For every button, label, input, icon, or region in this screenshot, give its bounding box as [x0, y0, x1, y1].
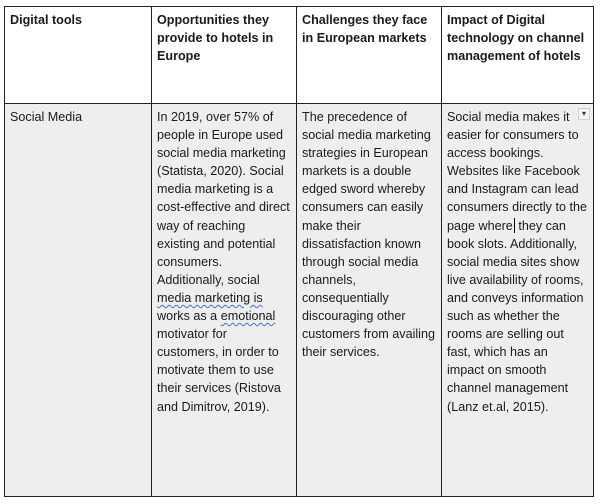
table-row [5, 104, 594, 497]
header-digital-tools[interactable]: Digital tools [5, 7, 152, 104]
header-challenges[interactable]: Challenges they face in European markets [297, 7, 442, 104]
table-header-row [5, 7, 594, 104]
cell-impact[interactable] [442, 104, 594, 497]
dropdown-arrow-icon[interactable]: ▾ [578, 108, 590, 120]
impact-text-end: they can book slots. Additionally, social media sites show live availability of rooms, and conveys information such as whether the rooms are selling out fast, which has an impact on smooth channel management (Lanz et.al, 2015). [447, 218, 584, 414]
opportunities-text-middle: works as a [157, 309, 221, 324]
header-opportunities[interactable]: Opportunities they provide to hotels in Europe [152, 7, 297, 104]
cell-opportunities[interactable] [152, 104, 297, 497]
grammar-flagged-text[interactable]: emotional [220, 309, 276, 324]
grammar-flagged-text[interactable]: media marketing is [157, 290, 263, 305]
cell-challenges[interactable]: The precedence of social media marketing strategies in European markets is a double edged sword whereby consumers can easily make their dissatisfaction known through social media channels, consequentially discouraging other customers from availing their services. [297, 104, 442, 497]
impact-text: Social media makes it easier for consumers to access bookings. Websites like Facebook and Instagram can lead consumers directly to the page where [447, 110, 587, 233]
digital-tools-table [4, 6, 594, 497]
header-impact[interactable]: Impact of Digital technology on channel management of hotels [442, 7, 594, 104]
opportunities-text-end: motivator for customers, in order to motivate them to use their services (Ristova and Dimitrov, 2019). [157, 327, 281, 414]
opportunities-text: In 2019, over 57% of people in Europe used social media marketing (Statista, 2020). Social media marketing is a cost-effective and direct way of reaching existing and potential consumers. Additionally, social [157, 110, 290, 287]
cell-tool[interactable]: Social Media [5, 104, 152, 497]
